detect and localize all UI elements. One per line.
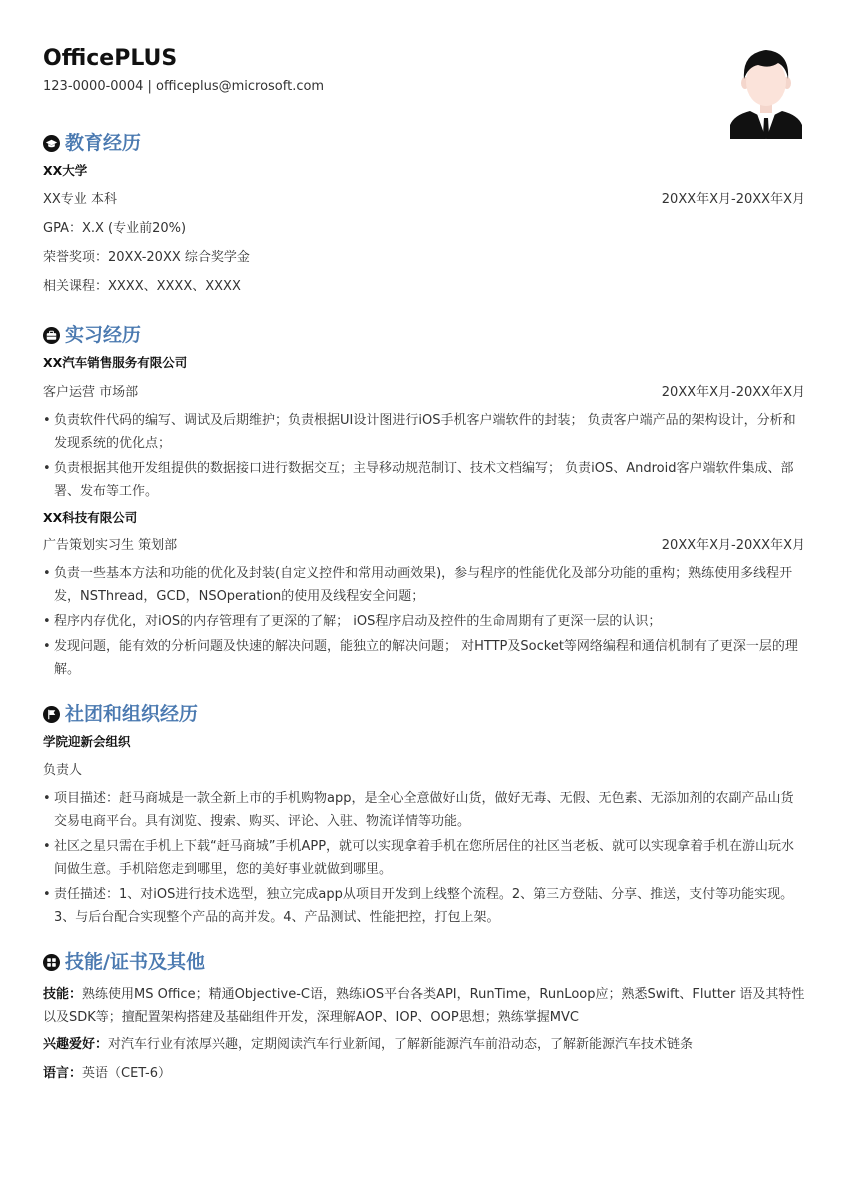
club-section: [43, 701, 805, 929]
briefcase-icon: [43, 327, 60, 344]
hobby-text: 对汽车行业有浓厚兴趣，定期阅读汽车行业新闻，了解新能源汽车前沿动态，了解新能源汽车技术链条: [108, 1037, 694, 1052]
email-address: officeplus@microsoft.com: [156, 79, 325, 94]
section-title-club-text: 社团和组织经历: [65, 703, 199, 725]
club-bullet: • 责任描述：1、对iOS进行技术选型，独立完成app从项目开发到上线整个流程。2、第三方登陆、分享、推送，支付等功能实现。3、与后台配合实现整个产品的高并发。4、产品测试、性能把控，打包上架。: [43, 883, 805, 929]
job-date: 20XX年X月-20XX年X月: [661, 385, 805, 400]
section-title-skills: [43, 949, 805, 975]
header: [43, 44, 805, 96]
flag-icon: [43, 706, 60, 723]
courses-line: 相关课程：XXXX、XXXX、XXXX: [43, 279, 241, 294]
gpa-line: GPA：X.X (专业前20%): [43, 221, 187, 236]
job-bullet: • 发现问题，能有效的分析问题及快速的解决问题，能独立的解决问题； 对HTTP及Socket等网络编程和通信机制有了更深一层的理解。: [43, 635, 805, 681]
job-bullet: • 程序内存优化，对iOS的内存管理有了更深的了解； iOS程序启动及控件的生命周期有了更深一层的认识；: [43, 610, 805, 633]
skills-text: 熟练使用MS Office；精通Objective-C语，熟练iOS平台各类API，RunTime，RunLoop应；熟悉Swift、Flutter 语及其特性以及SDK等；擅配置架构搭建及基础组件开发，深理解AOP、IOP、OOP思想；熟练掌握MVC: [43, 987, 805, 1025]
resume-page: [43, 40, 805, 1085]
job-bullet: • 负责软件代码的编写、调试及后期维护；负责根据UI设计图进行iOS手机客户端软件的封装； 负责客户端产品的架构设计，分析和发现系统的优化点；: [43, 409, 805, 455]
section-title-skills-text: 技能/证书及其他: [65, 951, 205, 973]
job-role: 广告策划实习生 策划部: [43, 538, 178, 553]
internship-section: [43, 322, 805, 681]
contact-separator: |: [147, 79, 152, 94]
job-bullet: • 负责一些基本方法和功能的优化及封装(自定义控件和常用动画效果)，参与程序的性能优化及部分功能的重构；熟练使用多线程开发，NSThread，GCD，NSOperation的使用及线程安全问题；: [43, 562, 805, 608]
section-title-club: [43, 701, 805, 727]
section-title-internship-text: 实习经历: [65, 324, 142, 346]
hobby-line: [43, 1033, 805, 1056]
company-name: XX科技有限公司: [43, 510, 138, 525]
hobby-label: 兴趣爱好：: [43, 1037, 109, 1052]
major-degree: XX专业 本科: [43, 192, 117, 207]
club-bullet: • 项目描述：赶马商城是一款全新上市的手机购物app，是全心全意做好山货，做好无毒、无假、无色素、无添加剂的农副产品山货交易电商平台。具有浏览、搜索、购买、评论、入驻、物流详情等功能。: [43, 787, 805, 833]
job-role: 客户运营 市场部: [43, 385, 139, 400]
education-section: [43, 130, 805, 296]
skills-label: 技能：: [43, 987, 83, 1002]
job-row: [43, 384, 805, 402]
honors-line: 荣誉奖项：20XX-20XX 综合奖学金: [43, 250, 250, 265]
job-date: 20XX年X月-20XX年X月: [661, 538, 805, 553]
language-label: 语言：: [43, 1066, 83, 1081]
company-name: XX汽车销售服务有限公司: [43, 355, 188, 370]
section-title-education: [43, 130, 805, 156]
skills-section: [43, 949, 805, 1085]
school-name: XX大学: [43, 163, 88, 178]
org-name: 学院迎新会组织: [43, 734, 131, 749]
job-entry: [43, 354, 805, 503]
section-title-internship: [43, 322, 805, 348]
section-title-education-text: 教育经历: [65, 132, 142, 154]
job-bullet: • 负责根据其他开发组提供的数据接口进行数据交互；主导移动规范制订、技术文档编写； 负责iOS、Android客户端软件集成、部署、发布等工作。: [43, 457, 805, 503]
graduation-cap-icon: [43, 135, 60, 152]
grid-icon: [43, 954, 60, 971]
phone-number: 123-0000-0004: [43, 79, 144, 94]
club-bullet: • 社区之星只需在手机上下载“赶马商城”手机APP，就可以实现拿着手机在您所居住的社区当老板、就可以实现拿着手机在游山玩水间做生意。手机陪您走到哪里，您的美好事业就做到哪里。: [43, 835, 805, 881]
avatar: [730, 45, 802, 139]
education-date: 20XX年X月-20XX年X月: [661, 192, 805, 207]
candidate-name: OfficePLUS: [43, 46, 178, 71]
contact-line: [43, 78, 805, 96]
job-entry: [43, 509, 805, 681]
skills-line: [43, 983, 805, 1029]
language-text: 英语（CET-6）: [82, 1066, 172, 1081]
club-role: 负责人: [43, 763, 83, 778]
job-row: [43, 537, 805, 555]
language-line: [43, 1062, 805, 1085]
education-row: [43, 191, 805, 209]
